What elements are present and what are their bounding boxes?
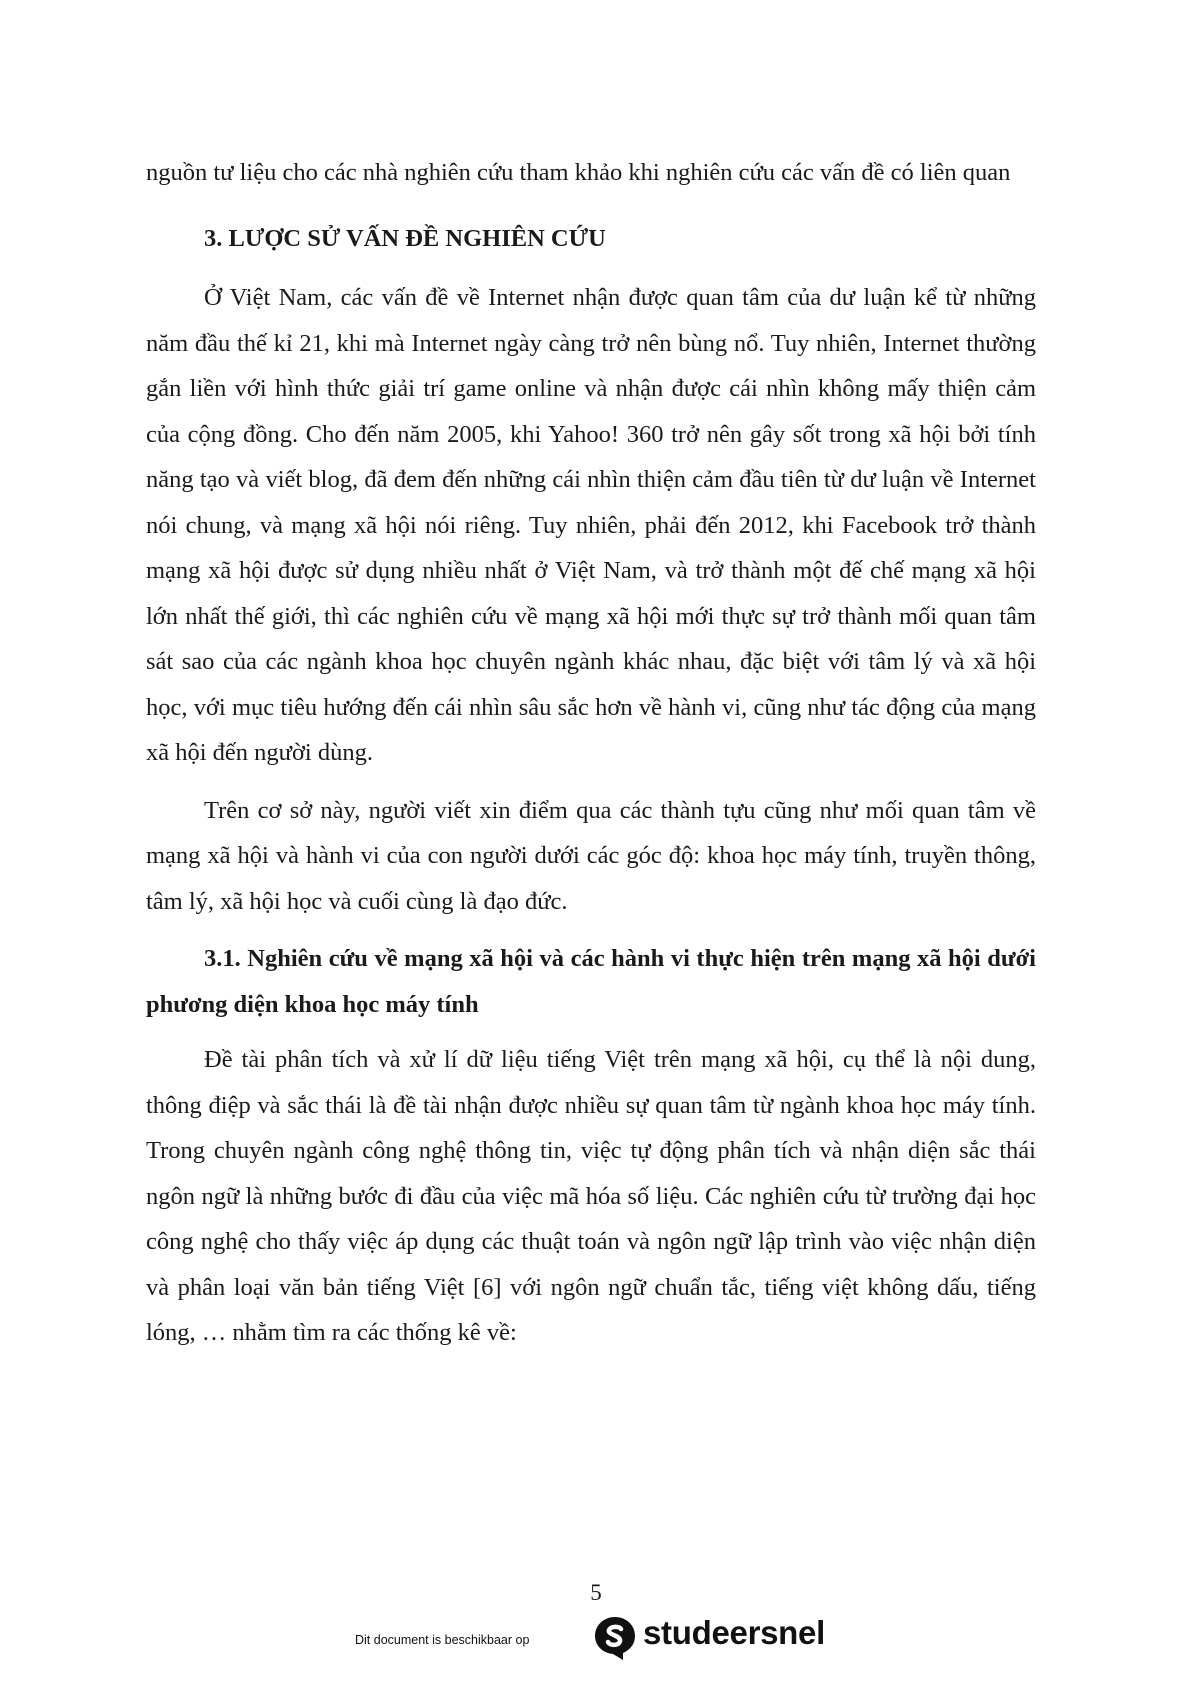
page-number: 5	[590, 1580, 602, 1605]
body-paragraph: Đề tài phân tích và xử lí dữ liệu tiếng Việt trên mạng xã hội, cụ thể là nội dung, thông điệp và sắc thái là đề tài nhận được nhiều sự quan tâm từ ngành khoa học máy tính. Trong chuyên ngành công nghệ thông tin, việc tự động phân tích và nhận diện sắc thái ngôn ngữ là những bước đi đầu của việc mã hóa số liệu. Các nghiên cứu từ trường đại học công nghệ cho thấy việc áp dụng các thuật toán và ngôn ngữ lập trình vào việc nhận diện và phân loại văn bản tiếng Việt [6] với ngôn ngữ chuẩn tắc, tiếng việt không dấu, tiếng lóng, … nhằm tìm ra các thống kê về:	[146, 1046, 1036, 1346]
body-paragraph: Trên cơ sở này, người viết xin điểm qua các thành tựu cũng như mối quan tâm về mạng xã hội và hành vi của con người dưới các góc độ: khoa học máy tính, truyền thông, tâm lý, xã hội học và cuối cùng là đạo đức.	[146, 796, 1036, 915]
footer-availability-text: Dit document is beschikbaar op	[355, 1633, 530, 1647]
body-paragraph: Ở Việt Nam, các vấn đề về Internet nhận được quan tâm của dư luận kể từ những năm đầu thế kỉ 21, khi mà Internet ngày càng trở nên bùng nổ. Tuy nhiên, Internet thường gắn liền với hình thức giải trí game online và nhận được cái nhìn không mấy thiện cảm của cộng đồng. Cho đến năm 2005, khi Yahoo! 360 trở nên gây sốt trong xã hội bởi tính năng tạo và viết blog, đã đem đến những cái nhìn thiện cảm đầu tiên từ dư luận về Internet nói chung, và mạng xã hội nói riêng. Tuy nhiên, phải đến 2012, khi Facebook trở thành mạng xã hội được sử dụng nhiều nhất ở Việt Nam, và trở thành một đế chế mạng xã hội lớn nhất thế giới, thì các nghiên cứu về mạng xã hội mới thực sự trở thành mối quan tâm sát sao của các ngành khoa học chuyên ngành khác nhau, đặc biệt với tâm lý và xã hội học, với mục tiêu hướng đến cái nhìn sâu sắc hơn về hành vi, cũng như tác động của mạng xã hội đến người dùng.	[146, 284, 1036, 766]
studeersnel-logo-icon	[591, 1614, 639, 1662]
continuation-paragraph: nguồn tư liệu cho các nhà nghiên cứu tham khảo khi nghiên cứu các vấn đề có liên quan	[146, 159, 1011, 186]
section-heading: 3. LƯỢC SỬ VẤN ĐỀ NGHIÊN CỨU	[204, 224, 606, 252]
page-body	[146, 150, 1036, 1356]
footer-banner[interactable]	[0, 1608, 1192, 1664]
subsection-heading: 3.1. Nghiên cứu về mạng xã hội và các hành vi thực hiện trên mạng xã hội dưới phương diện khoa học máy tính	[146, 945, 1036, 1018]
footer-brand[interactable]: studeersnel	[643, 1614, 825, 1651]
